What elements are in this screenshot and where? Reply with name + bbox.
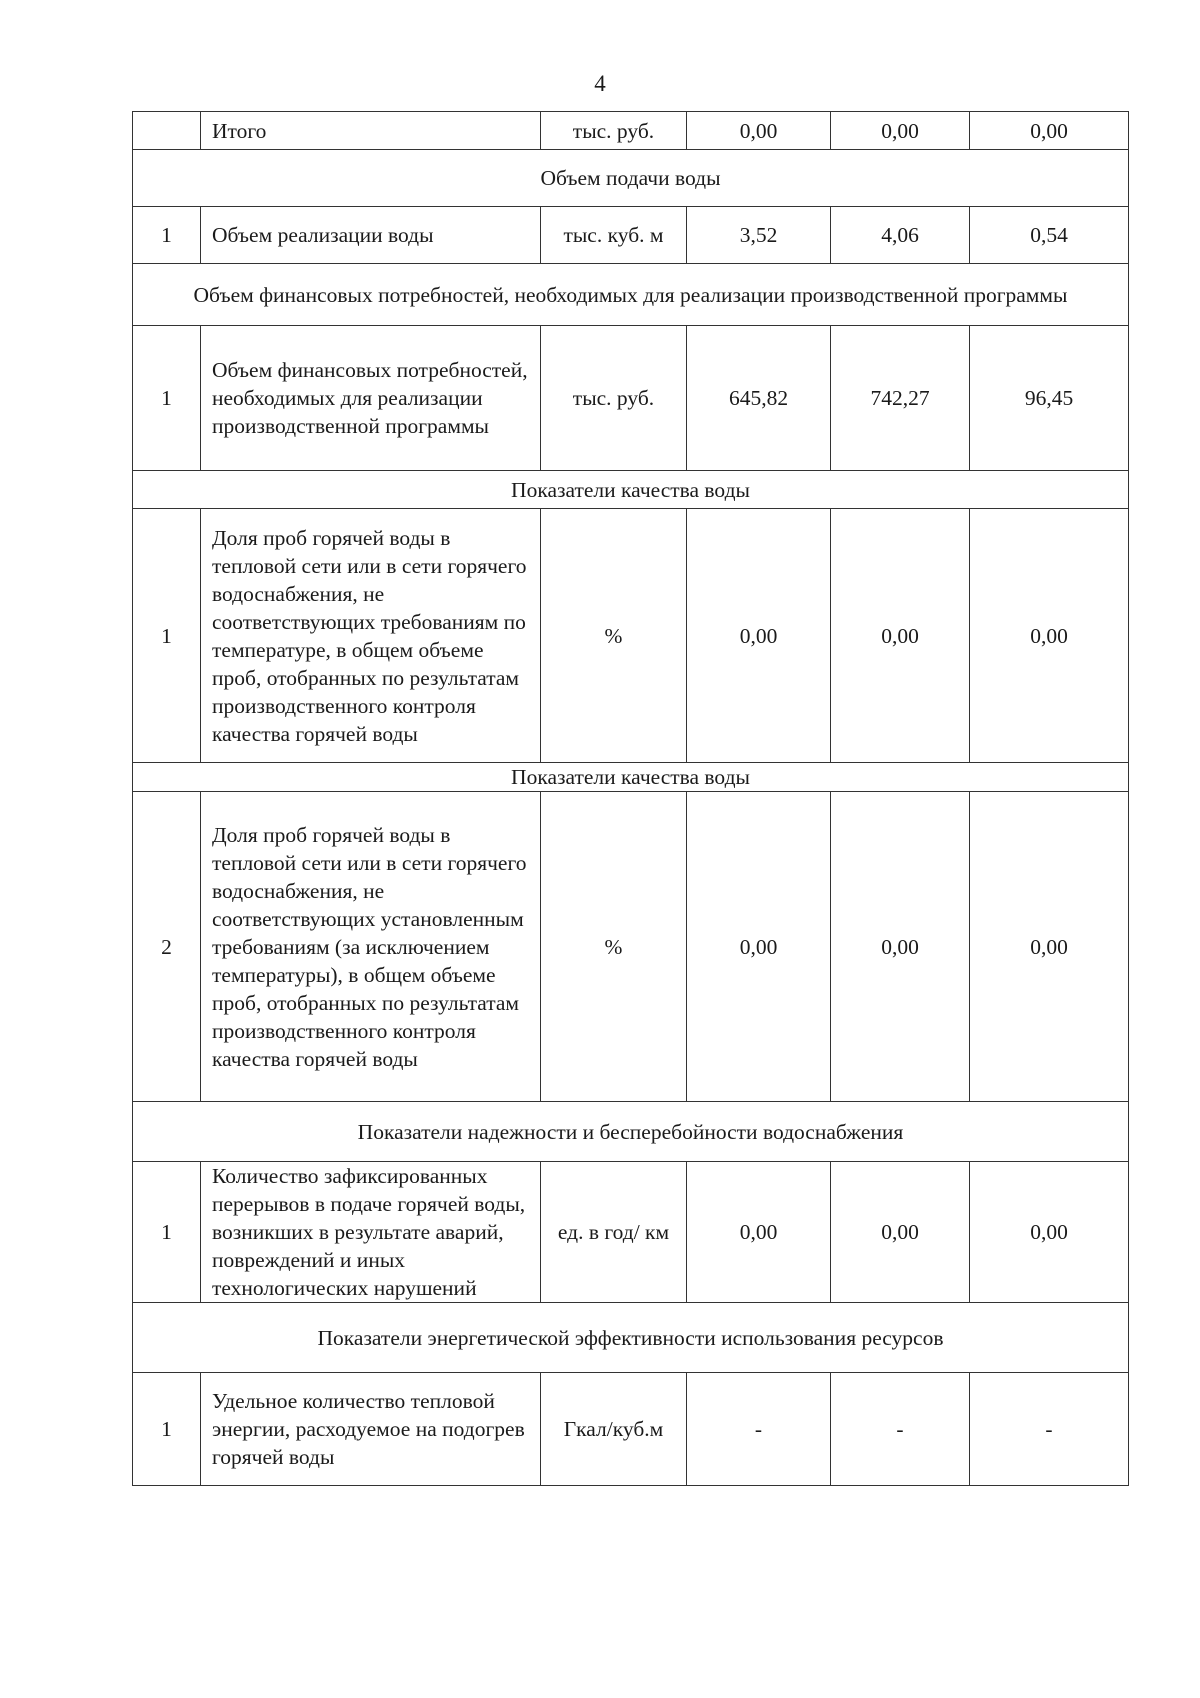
table-row: [133, 792, 1129, 1102]
table-row: [133, 1162, 1129, 1303]
table-row: [133, 112, 1129, 150]
value-cell: 3,52: [687, 207, 831, 264]
row-number: 1: [133, 207, 201, 264]
value-cell: 96,45: [970, 326, 1129, 471]
value-cell: 0,00: [970, 112, 1129, 150]
row-number: 1: [133, 1162, 201, 1303]
unit-of-measure: Гкал/куб.м: [541, 1373, 687, 1486]
value-cell: 0,00: [831, 509, 970, 763]
section-title: Показатели энергетической эффективности использования ресурсов: [133, 1303, 1129, 1373]
value-cell: 0,00: [831, 792, 970, 1102]
unit-of-measure: тыс. куб. м: [541, 207, 687, 264]
section-title: Показатели качества воды: [133, 763, 1129, 792]
unit-of-measure: %: [541, 792, 687, 1102]
value-cell: 0,00: [970, 1162, 1129, 1303]
indicators-table: [132, 111, 1129, 1486]
unit-of-measure: тыс. руб.: [541, 112, 687, 150]
table-body: [133, 112, 1129, 1486]
value-cell: 0,00: [970, 792, 1129, 1102]
indicator-name: Удельное количество тепловой энергии, расходуемое на подогрев горячей воды: [201, 1373, 541, 1486]
table-row: [133, 509, 1129, 763]
indicator-name: Объем финансовых потребностей, необходимых для реализации производственной программы: [201, 326, 541, 471]
indicator-name: Доля проб горячей воды в тепловой сети или в сети горячего водоснабжения, не соответствующих требованиям по температуре, в общем объеме проб, отобранных по результатам производственного контроля качества горячей воды: [201, 509, 541, 763]
table-row: [133, 1373, 1129, 1486]
indicator-name: Доля проб горячей воды в тепловой сети или в сети горячего водоснабжения, не соответствующих установленным требованиям (за исключением температуры), в общем объеме проб, отобранных по результатам производственного контроля качества горячей воды: [201, 792, 541, 1102]
unit-of-measure: тыс. руб.: [541, 326, 687, 471]
value-cell: -: [831, 1373, 970, 1486]
value-cell: 0,00: [687, 1162, 831, 1303]
table-row: [133, 207, 1129, 264]
section-header-row: [133, 1303, 1129, 1373]
section-title: Показатели надежности и бесперебойности водоснабжения: [133, 1102, 1129, 1162]
value-cell: 4,06: [831, 207, 970, 264]
row-number: 1: [133, 509, 201, 763]
section-title: Объем финансовых потребностей, необходимых для реализации производственной программы: [133, 264, 1129, 326]
section-header-row: [133, 471, 1129, 509]
table-row: [133, 326, 1129, 471]
value-cell: 0,00: [831, 1162, 970, 1303]
row-number: 1: [133, 326, 201, 471]
value-cell: 742,27: [831, 326, 970, 471]
indicator-name: Итого: [201, 112, 541, 150]
unit-of-measure: %: [541, 509, 687, 763]
value-cell: 0,00: [970, 509, 1129, 763]
value-cell: -: [687, 1373, 831, 1486]
value-cell: -: [970, 1373, 1129, 1486]
section-title: Показатели качества воды: [133, 471, 1129, 509]
section-header-row: [133, 763, 1129, 792]
row-number: 1: [133, 1373, 201, 1486]
page-number: 4: [594, 71, 606, 96]
value-cell: 645,82: [687, 326, 831, 471]
indicators-table-container: [132, 111, 1128, 1486]
row-number: [133, 112, 201, 150]
section-header-row: [133, 150, 1129, 207]
value-cell: 0,54: [970, 207, 1129, 264]
section-header-row: [133, 1102, 1129, 1162]
value-cell: 0,00: [831, 112, 970, 150]
value-cell: 0,00: [687, 509, 831, 763]
unit-of-measure: ед. в год/ км: [541, 1162, 687, 1303]
value-cell: 0,00: [687, 112, 831, 150]
value-cell: 0,00: [687, 792, 831, 1102]
section-title: Объем подачи воды: [133, 150, 1129, 207]
row-number: 2: [133, 792, 201, 1102]
indicator-name: Объем реализации воды: [201, 207, 541, 264]
indicator-name: Количество зафиксированных перерывов в подаче горячей воды, возникших в результате аварий, повреждений и иных технологических нарушений: [201, 1162, 541, 1303]
section-header-row: [133, 264, 1129, 326]
